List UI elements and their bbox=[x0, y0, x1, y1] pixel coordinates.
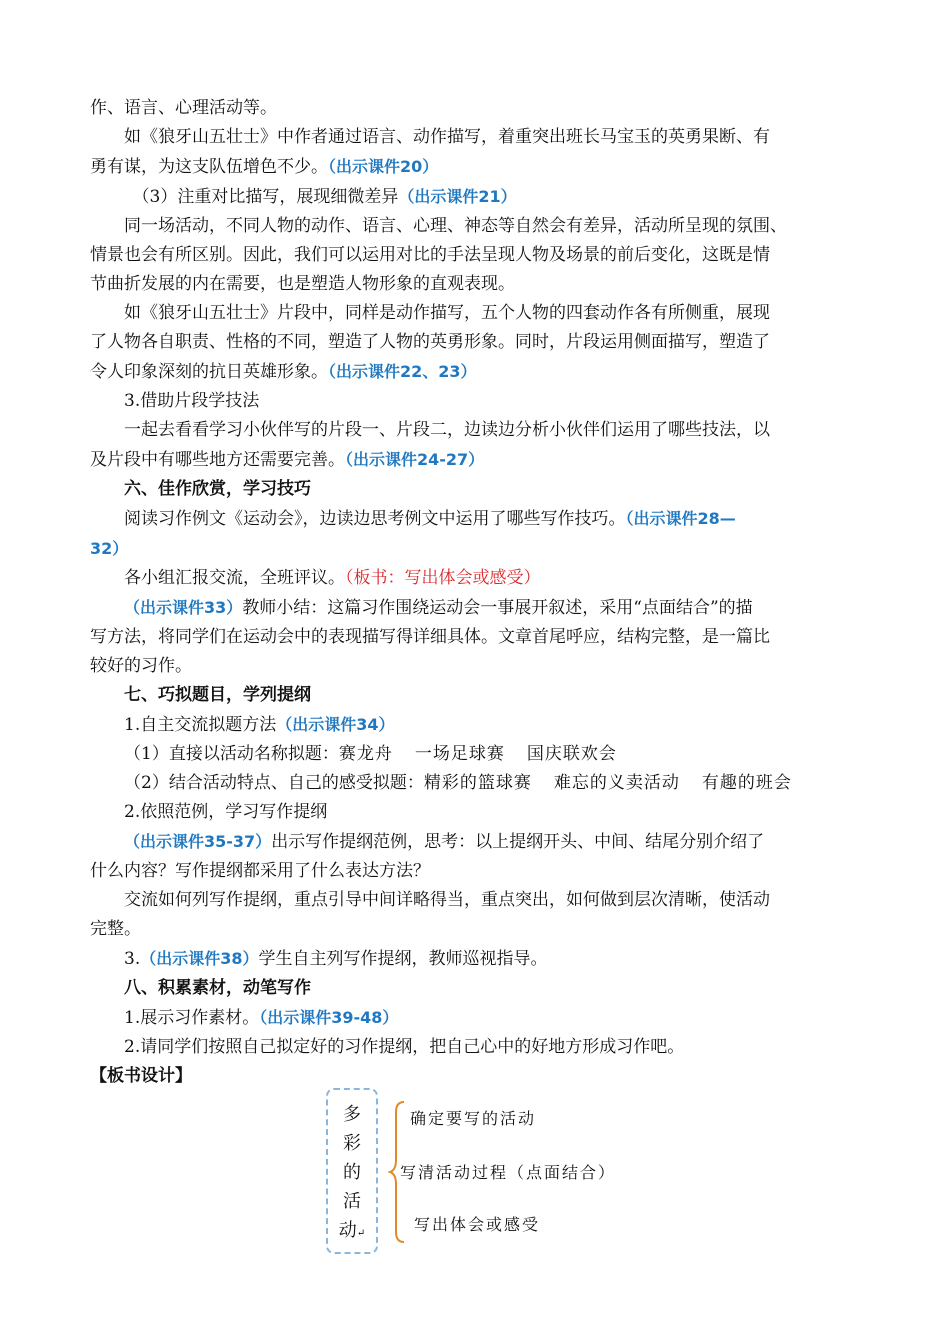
text: 2.请同学们按照自己拟定好的习作提纲，把自己心中的好地方形成习作吧。 bbox=[124, 1037, 685, 1057]
title-example: 难忘的义卖活动 bbox=[553, 773, 680, 793]
section-heading: 八、积累素材，动笔写作 bbox=[124, 978, 311, 998]
paragraph bbox=[90, 915, 870, 944]
text: 完整。 bbox=[90, 919, 141, 939]
text: 阅读习作例文《运动会》，边读边思考例文中运用了哪些写作技巧。 bbox=[124, 509, 626, 529]
text: 3.借助片段学技法 bbox=[124, 391, 260, 411]
courseware-ref: （出示课件21） bbox=[398, 187, 517, 206]
text: 作、语言、心理活动等。 bbox=[90, 98, 277, 118]
text: 如《狼牙山五壮士》中作者通过语言、动作描写，着重突出班长马宝玉的英勇果断、有 bbox=[124, 127, 770, 147]
text: 什么内容？写作提纲都采用了什么表达方法？ bbox=[90, 861, 430, 881]
paragraph bbox=[90, 270, 870, 299]
text: 1.展示习作素材。 bbox=[124, 1008, 260, 1028]
board-title-char: 的 bbox=[343, 1162, 361, 1183]
paragraph bbox=[90, 886, 870, 915]
paragraph bbox=[90, 1003, 870, 1033]
paragraph bbox=[90, 182, 870, 212]
board-design-heading: 【板书设计】 bbox=[90, 1066, 192, 1086]
paragraph bbox=[90, 534, 870, 564]
paragraph bbox=[90, 152, 870, 182]
board-branch: 写出体会或感受 bbox=[414, 1215, 541, 1234]
paragraph bbox=[90, 416, 870, 445]
paragraph bbox=[90, 212, 870, 241]
title-example: 赛龙舟 bbox=[338, 744, 393, 764]
text: （3）注重对比描写，展现细微差异 bbox=[132, 187, 399, 207]
board-note: （板书：写出体会或感受） bbox=[345, 568, 541, 588]
board-title-char: 活 bbox=[343, 1191, 361, 1212]
board-title-char-last: 动 bbox=[338, 1220, 357, 1241]
text: 如《狼牙山五壮士》片段中，同样是动作描写，五个人物的四套动作各有所侧重，展现 bbox=[124, 303, 770, 323]
text: 1.自主交流拟题方法 bbox=[124, 715, 277, 735]
paragraph bbox=[90, 652, 870, 681]
board-title-char bbox=[326, 1216, 378, 1248]
title-example: 精彩的篮球赛 bbox=[423, 773, 532, 793]
board-title bbox=[326, 1100, 378, 1248]
paragraph bbox=[90, 593, 870, 623]
paragraph bbox=[90, 94, 870, 123]
courseware-ref: （出示课件35-37） bbox=[124, 832, 272, 851]
paragraph bbox=[90, 857, 870, 886]
text: 教师小结：这篇习作围绕运动会一事展开叙述，采用“点面结合”的描 bbox=[242, 598, 753, 618]
paragraph bbox=[90, 445, 870, 475]
paragraph bbox=[90, 564, 870, 593]
text: 勇有谋，为这支队伍增色不少。 bbox=[90, 157, 328, 177]
courseware-ref: （出示课件39-48） bbox=[259, 1008, 399, 1027]
paragraph bbox=[90, 769, 870, 798]
paragraph bbox=[90, 827, 870, 857]
board-design-diagram bbox=[326, 1088, 656, 1258]
paragraph bbox=[90, 798, 870, 827]
text: 了人物各自职责、性格的不同，塑造了人物的英勇形象。同时，片段运用侧面描写，塑造了 bbox=[90, 332, 770, 352]
text: 较好的习作。 bbox=[90, 656, 192, 676]
courseware-ref: （出示课件22、23） bbox=[328, 362, 477, 381]
text: 学生自主列写作提纲，教师巡视指导。 bbox=[258, 949, 548, 969]
title-example: 国庆联欢会 bbox=[526, 744, 617, 764]
paragraph bbox=[90, 387, 870, 416]
paragraph bbox=[90, 1033, 870, 1062]
title-example: 一场足球赛 bbox=[414, 744, 505, 764]
text: 一起去看看学习小伙伴写的片段一、片段二，边读边分析小伙伴们运用了哪些技法，以 bbox=[124, 420, 770, 440]
courseware-ref: （出示课件28— bbox=[625, 509, 736, 528]
paragraph bbox=[90, 123, 870, 152]
text: 交流如何列写作提纲，重点引导中间详略得当，重点突出，如何做到层次清晰，使活动 bbox=[124, 890, 770, 910]
board-title-char: 彩 bbox=[343, 1133, 361, 1154]
title-example: 有趣的班会 bbox=[701, 773, 792, 793]
paragraph bbox=[90, 623, 870, 652]
section-heading: 七、巧拟题目，学列提纲 bbox=[124, 685, 311, 705]
text: 同一场活动，不同人物的动作、语言、心理、神态等自然会有差异，活动所呈现的氛围、 bbox=[124, 216, 787, 236]
text: 2.依照范例，学习写作提纲 bbox=[124, 802, 328, 822]
board-branch: 确定要写的活动 bbox=[410, 1109, 537, 1128]
paragraph bbox=[90, 357, 870, 387]
paragraph bbox=[90, 241, 870, 270]
courseware-ref: （出示课件34） bbox=[276, 715, 395, 734]
courseware-ref: 32） bbox=[90, 539, 129, 558]
text: 3. bbox=[124, 949, 141, 969]
courseware-ref: （出示课件20） bbox=[328, 157, 439, 176]
text: （1）直接以活动名称拟题： bbox=[124, 744, 339, 764]
courseware-ref: （出示课件24-27） bbox=[345, 450, 485, 469]
paragraph bbox=[90, 328, 870, 357]
courseware-ref: （出示课件38） bbox=[140, 949, 259, 968]
paragraph bbox=[90, 944, 870, 974]
text: 各小组汇报交流，全班评议。 bbox=[124, 568, 345, 588]
paragraph bbox=[90, 710, 870, 740]
text: 节曲折发展的内在需要，也是塑造人物形象的直观表现。 bbox=[90, 274, 515, 294]
section-heading: 六、佳作欣赏，学习技巧 bbox=[124, 479, 311, 499]
board-title-char: 多 bbox=[343, 1104, 361, 1125]
courseware-ref: （出示课件33） bbox=[124, 598, 243, 617]
text: 令人印象深刻的抗日英雄形象。 bbox=[90, 362, 328, 382]
board-branch: 写清活动过程（点面结合） bbox=[400, 1163, 617, 1182]
paragraph bbox=[90, 740, 870, 769]
text: 及片段中有哪些地方还需要完善。 bbox=[90, 450, 345, 470]
text: 出示写作提纲范例，思考：以上提纲开头、中间、结尾分别介绍了 bbox=[271, 832, 765, 852]
paragraph bbox=[90, 299, 870, 328]
text: （2）结合活动特点、自己的感受拟题： bbox=[124, 773, 424, 793]
text: 情景也会有所区别。因此，我们可以运用对比的手法呈现人物及场景的前后变化，这既是情 bbox=[90, 245, 770, 265]
paragraph-mark: ↵ bbox=[356, 1228, 366, 1239]
paragraph bbox=[90, 504, 870, 534]
document-body bbox=[90, 94, 870, 1091]
text: 写方法，将同学们在运动会中的表现描写得详细具体。文章首尾呼应，结构完整，是一篇比 bbox=[90, 627, 770, 647]
